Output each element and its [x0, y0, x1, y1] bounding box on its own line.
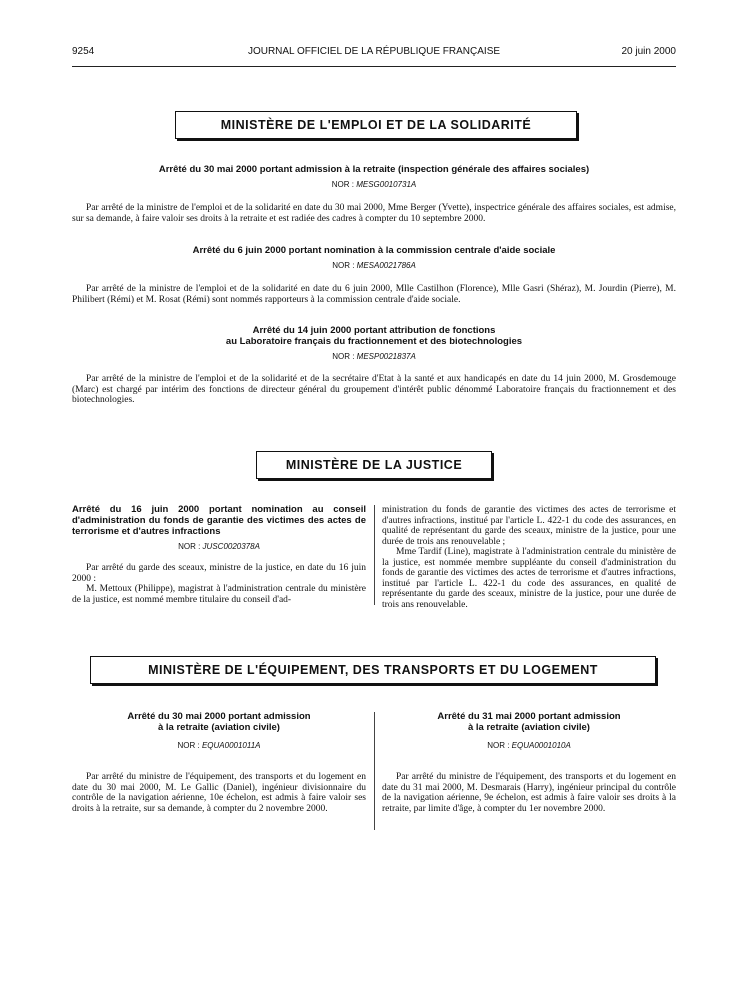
- nor-reference: [72, 542, 366, 552]
- nor-code: EQUA0001010A: [511, 741, 571, 750]
- page-number: 9254: [72, 46, 95, 57]
- nor-reference: [72, 261, 676, 271]
- arrete-text: Par arrêté de la ministre de l'emploi et de la solidarité et de la secrétaire d'Etat à la santé et aux handicapés en date du 14 juin 2000, M. Grosdemouge (Marc) est chargé par intérim des fonctions de directeur général du groupement d'intérêt public dénommé Laboratoire français du fractionnement et des biotechnologies.: [72, 374, 676, 405]
- paragraph: ministration du fonds de garantie des victimes des actes de terrorisme et d'autres infractions, institué par l'article L. 422-1 du code des assurances, en qualité de représentant du garde des sceaux, ministre de la justice, pour une durée de trois ans renouvelable ;: [382, 505, 676, 547]
- column-divider: [374, 712, 375, 830]
- nor-reference: [72, 741, 366, 751]
- arrete-title: Arrêté du 16 juin 2000 portant nomination au conseil d'administration du fonds de garantie des victimes des actes de terrorisme et d'autres infractions: [72, 504, 366, 537]
- nor-code: EQUA0001011A: [201, 741, 261, 750]
- arrete-title: Arrêté du 6 juin 2000 portant nomination à la commission centrale d'aide sociale: [192, 245, 556, 256]
- nor-code: MESG0010731A: [356, 180, 417, 189]
- arrete-title-line: Arrêté du 14 juin 2000 portant attribution de fonctions: [252, 325, 496, 336]
- nor-reference: [382, 741, 676, 751]
- arrete-title-line: à la retraite (aviation civile): [158, 722, 280, 733]
- arrete-title: [72, 325, 676, 347]
- column-divider: [374, 505, 375, 605]
- arrete-title-line: Arrêté du 31 mai 2000 portant admission: [437, 711, 621, 722]
- arrete-text: Par arrêté de la ministre de l'emploi et de la solidarité en date du 6 juin 2000, Mlle Castilhon (Florence), Mlle Gasri (Shéraz), M. Jourdin (Pierre), M. Philibert (Rémi) et M. Rosat (Rémi) sont nommés rapporteurs à la commission centrale d'aide sociale.: [72, 284, 676, 305]
- arrete-title-line: Arrêté du 30 mai 2000 portant admission: [127, 711, 311, 722]
- issue-date: 20 juin 2000: [621, 46, 676, 57]
- arrete-title-line: au Laboratoire français du fractionnement et des biotechnologies: [225, 336, 523, 347]
- nor-reference: [72, 352, 676, 362]
- journal-title: JOURNAL OFFICIEL DE LA RÉPUBLIQUE FRANÇAISE: [247, 46, 501, 57]
- paragraph: Mme Tardif (Line), magistrate à l'administration centrale du ministère de la justice, est nommée membre suppléante du conseil d'administration du fonds de garantie des victimes des actes de terrorisme et d'autres infractions, institué par l'article L. 422-1 du code des assurances, en qualité de représentante du garde des sceaux, ministre de la justice, pour une durée de trois ans renouvelable.: [382, 547, 676, 610]
- nor-label: NOR :: [331, 180, 354, 189]
- paragraph: Par arrêté du garde des sceaux, ministre de la justice, en date du 16 juin 2000 :: [72, 563, 366, 584]
- arrete-text: Par arrêté de la ministre de l'emploi et de la solidarité en date du 30 mai 2000, Mme Berger (Yvette), inspectrice générale des affaires sociales, est admise, sur sa demande, à faire valoir ses droits à la retraite et est radiée des cadres à compter du 10 septembre 2000.: [72, 203, 676, 224]
- arrete-title-line: à la retraite (aviation civile): [468, 722, 590, 733]
- arrete-text-column-right: [382, 505, 676, 610]
- nor-code: MESA0021786A: [356, 261, 416, 270]
- nor-label: NOR :: [487, 741, 510, 750]
- nor-label: NOR :: [178, 542, 201, 551]
- nor-label: NOR :: [332, 261, 355, 270]
- nor-label: NOR :: [177, 741, 200, 750]
- nor-label: NOR :: [332, 352, 355, 361]
- arrete-title: [72, 711, 366, 733]
- arrete-text-column-left: [72, 563, 366, 605]
- arrete-title: [382, 711, 676, 733]
- header-rule: [72, 66, 676, 67]
- ministry-heading-equipement: MINISTÈRE DE L'ÉQUIPEMENT, DES TRANSPORTS ET DU LOGEMENT: [90, 656, 656, 684]
- arrete-text: Par arrêté du ministre de l'équipement, des transports et du logement en date du 31 mai 2000, M. Desmarais (Harry), ingénieur principal du contrôle de la navigation aérienne, 9e échelon, est admis à faire valoir ses droits à la retraite, par limite d'âge, à compter du 1er novembre 2000.: [382, 772, 676, 814]
- arrete-title: Arrêté du 30 mai 2000 portant admission à la retraite (inspection générale des affaires sociales): [158, 164, 590, 175]
- paragraph: M. Mettoux (Philippe), magistrat à l'administration centrale du ministère de la justice, est nommé membre titulaire du conseil d'ad-: [72, 584, 366, 605]
- arrete-text: Par arrêté du ministre de l'équipement, des transports et du logement en date du 30 mai 2000, M. Le Gallic (Daniel), ingénieur divisionnaire du contrôle de la navigation aérienne, 10e échelon, est admis à faire valoir ses droits à la retraite, sur sa demande, à compter du 2 novembre 2000.: [72, 772, 366, 814]
- nor-code: JUSC0020378A: [202, 542, 260, 551]
- nor-code: MESP0021837A: [356, 352, 416, 361]
- ministry-heading-emploi: MINISTÈRE DE L'EMPLOI ET DE LA SOLIDARITÉ: [175, 111, 577, 139]
- nor-reference: [72, 180, 676, 190]
- ministry-heading-justice: MINISTÈRE DE LA JUSTICE: [256, 451, 492, 479]
